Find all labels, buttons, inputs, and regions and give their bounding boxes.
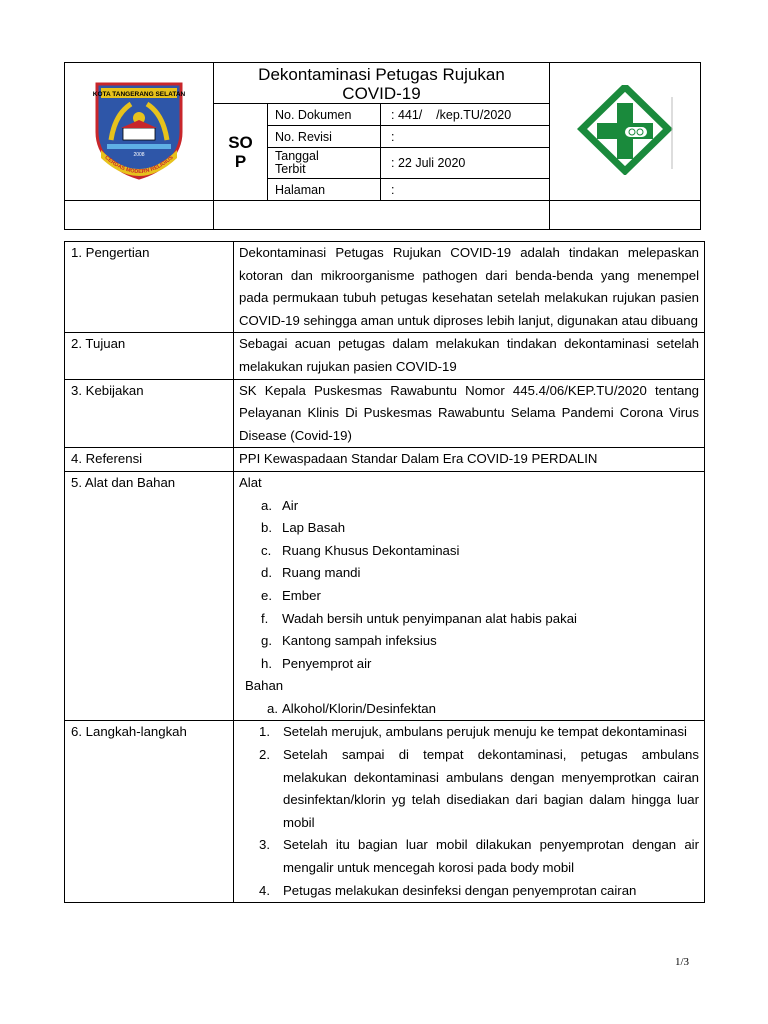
no-dokumen-label: No. Dokumen — [268, 104, 381, 126]
section-kebijakan — [65, 379, 705, 448]
list-marker: b. — [261, 520, 272, 536]
list-item — [261, 585, 699, 608]
list-marker: e. — [261, 587, 272, 603]
list-marker: f. — [261, 610, 269, 626]
step-marker: 3. — [259, 837, 270, 853]
list-item — [261, 562, 699, 585]
step-item — [259, 721, 699, 744]
list-marker: a. — [261, 497, 272, 513]
alat-list — [239, 495, 699, 676]
bahan-list — [239, 698, 699, 721]
section-label: 4. Referensi — [65, 448, 234, 472]
section-label: 2. Tujuan — [65, 333, 234, 379]
step-marker: 1. — [259, 724, 270, 740]
city-logo-cell — [65, 63, 214, 201]
list-marker: d. — [261, 565, 272, 581]
list-item — [261, 608, 699, 631]
section-content — [234, 471, 705, 721]
page-number: 1/3 — [675, 956, 690, 968]
city-emblem-icon — [85, 80, 193, 180]
list-text: Ruang Khusus Dekontaminasi — [282, 542, 460, 558]
footer-blank-cell-middle — [214, 201, 550, 230]
list-item — [261, 540, 699, 563]
list-text: Lap Basah — [282, 520, 346, 536]
list-item — [261, 630, 699, 653]
section-alat-bahan — [65, 471, 705, 721]
list-item — [261, 653, 699, 676]
list-text: Air — [282, 497, 299, 513]
section-text: PPI Kewaspadaan Standar Dalam Era COVID-19 PERDALIN — [234, 448, 705, 472]
step-item — [259, 744, 699, 834]
section-langkah — [65, 721, 705, 903]
sop-header-table — [64, 62, 701, 230]
list-item — [261, 517, 699, 540]
list-text: Alkohol/Klorin/Desinfektan — [282, 700, 436, 716]
section-text: Sebagai acuan petugas dalam melakukan tindakan dekontaminasi setelah melakukan rujukan pasien COVID-19 — [234, 333, 705, 379]
title-line-1: Dekontaminasi Petugas Rujukan — [258, 65, 505, 84]
tanggal-terbit-label: Tanggal Terbit — [268, 148, 381, 179]
step-text: Setelah itu bagian luar mobil dilakukan penyemprotan dengan air mengalir untuk mencegah korosi pada body mobil — [283, 837, 699, 876]
alat-title: Alat — [239, 474, 262, 490]
footer-blank-cell-right — [550, 201, 701, 230]
tanggal-terbit-value: : 22 Juli 2020 — [381, 148, 550, 179]
emblem-motto-text: CERDAS MODERN RELIGIUS — [103, 154, 175, 176]
no-revisi-value: : — [381, 126, 550, 148]
section-label: 5. Alat dan Bahan — [65, 471, 234, 721]
sop-content-table — [64, 241, 705, 903]
list-marker: h. — [261, 655, 272, 671]
section-label: 6. Langkah-langkah — [65, 721, 234, 903]
emblem-top-text: KOTA TANGERANG SELATAN — [92, 91, 186, 98]
step-item — [259, 834, 699, 879]
sop-label-line-1: SO — [228, 133, 253, 152]
puskesmas-logo-cell — [550, 63, 701, 201]
list-item — [261, 495, 699, 518]
step-text: Setelah merujuk, ambulans perujuk menuju ke tempat dekontaminasi — [283, 724, 687, 740]
list-text: Wadah bersih untuk penyimpanan alat habis pakai — [282, 610, 577, 626]
step-text: Setelah sampai di tempat dekontaminasi, petugas ambulans melakukan dekontaminasi ambulans dengan menyemprotkan cairan desinfektan/klorin yg telah disediakan dari bagian dalam hingga luar mobil — [283, 747, 699, 830]
list-text: Kantong sampah infeksius — [282, 633, 437, 649]
section-label: 1. Pengertian — [65, 242, 234, 333]
no-revisi-label: No. Revisi — [268, 126, 381, 148]
footer-blank-cell-left — [65, 201, 214, 230]
list-item — [267, 698, 699, 721]
list-marker: c. — [261, 542, 272, 558]
step-item — [259, 880, 699, 903]
step-marker: 2. — [259, 747, 270, 763]
list-text: Ember — [282, 587, 321, 603]
emblem-year-text: 2008 — [133, 152, 145, 158]
halaman-label: Halaman — [268, 179, 381, 201]
title-line-2: COVID-19 — [342, 84, 421, 103]
section-pengertian — [65, 242, 705, 333]
section-text: Dekontaminasi Petugas Rujukan COVID-19 adalah tindakan melepaskan kotoran dan mikroorganisme pathogen dari benda-benda yang menempel pada permukaan tubuh petugas kesehatan setelah melakukan rujukan pasien COVID-19 sehingga aman untuk diproses lebih lanjut, digunakan atau dibuang — [234, 242, 705, 333]
document-title — [214, 63, 550, 104]
sop-label-line-2: P — [234, 152, 247, 171]
bahan-title: Bahan — [245, 678, 284, 694]
no-dokumen-value: : 441/ /kep.TU/2020 — [381, 104, 550, 126]
list-marker: a. — [267, 700, 278, 716]
steps-list — [239, 721, 699, 902]
section-tujuan — [65, 333, 705, 379]
section-label: 3. Kebijakan — [65, 379, 234, 448]
section-text: SK Kepala Puskesmas Rawabuntu Nomor 445.4/06/KEP.TU/2020 tentang Pelayanan Klinis Di Puskesmas Rawabuntu Selama Pandemi Corona Virus Disease (Covid-19) — [234, 379, 705, 448]
step-text: Petugas melakukan desinfeksi dengan penyemprotan cairan — [283, 882, 637, 898]
list-text: Penyemprot air — [282, 655, 372, 671]
sop-label — [214, 104, 268, 201]
section-content — [234, 721, 705, 903]
section-referensi — [65, 448, 705, 472]
puskesmas-logo-icon — [560, 85, 690, 175]
halaman-value: : — [381, 179, 550, 201]
list-text: Ruang mandi — [282, 565, 361, 581]
step-marker: 4. — [259, 882, 270, 898]
list-marker: g. — [261, 633, 272, 649]
